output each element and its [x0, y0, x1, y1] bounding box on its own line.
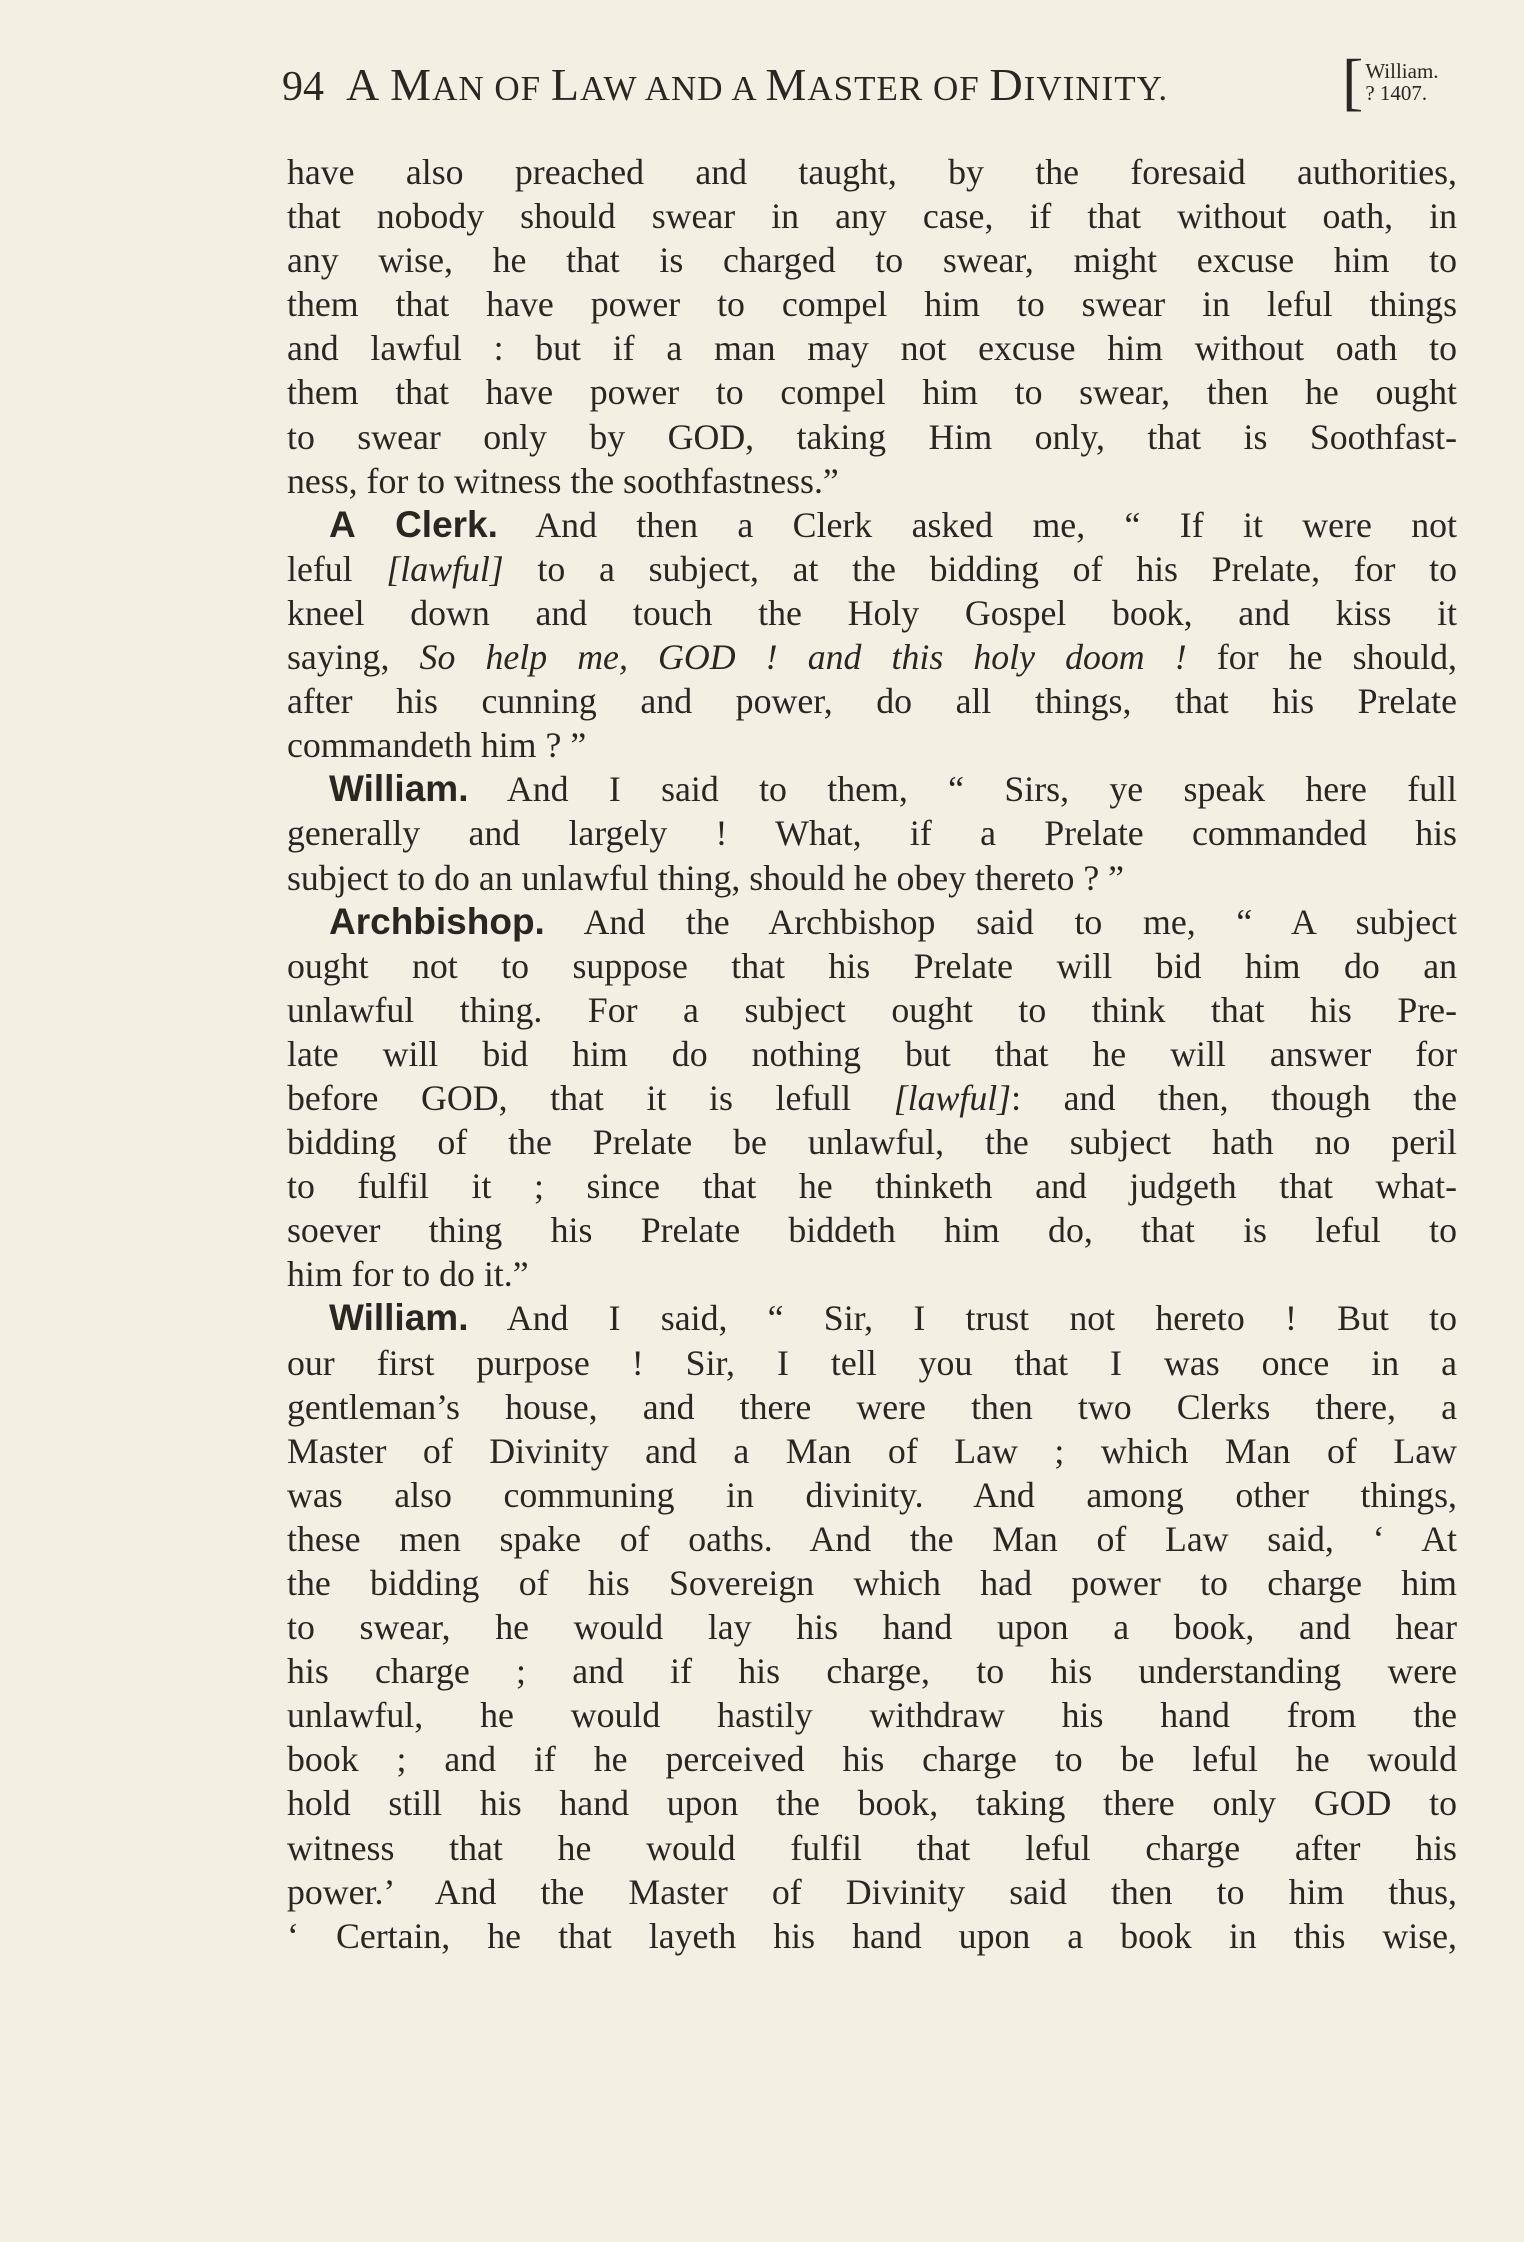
speaker-label: A Clerk. [329, 503, 498, 545]
text-line: after his cunning and power, do all things, that his Prelate [287, 681, 1457, 722]
text-line: late will bid him do nothing but that he will answer for [287, 1033, 1457, 1074]
text-line: and lawful : but if a man may not excuse him without oath to [287, 328, 1457, 369]
running-title: A MAN OF LAW AND A MASTER OF DIVINITY. [346, 59, 1169, 110]
speaker-label: William. [329, 768, 469, 810]
text-line: William. And I said to them, “ Sirs, ye speak here full [329, 768, 1457, 810]
text-line: his charge ; and if his charge, to his understanding were [287, 1651, 1457, 1692]
quoted-oath: So help me, GOD ! and this holy doom ! [419, 637, 1187, 678]
text-line: have also preached and taught, by the foresaid authorities, [287, 152, 1457, 192]
text-line: unlawful, he would hastily withdraw his hand from the [287, 1695, 1457, 1736]
text-line: generally and largely ! What, if a Prelate commanded his [287, 813, 1457, 854]
speaker-label: Archbishop. [329, 900, 545, 942]
text-line: ‘ Certain, he that layeth his hand upon a book in this wise, [287, 1915, 1457, 1956]
text-line: kneel down and touch the Holy Gospel book, and kiss it [287, 592, 1457, 633]
text-line: commandeth him ? ” [287, 725, 587, 766]
text-line: bidding of the Prelate be unlawful, the subject hath no peril [287, 1122, 1457, 1163]
bracket-glyph: [ [1342, 46, 1364, 117]
text-line: any wise, he that is charged to swear, might excuse him to [287, 240, 1457, 281]
text-line: to swear, he would lay his hand upon a book, and hear [287, 1607, 1457, 1648]
text-line: to fulfil it ; since that he thinketh and judgeth that what- [287, 1166, 1457, 1207]
text-line: gentleman’s house, and there were then two Clerks there, a [287, 1386, 1457, 1427]
text-line: subject to do an unlawful thing, should he obey thereto ? ” [287, 857, 1125, 898]
text-line: book ; and if he perceived his charge to be leful he would [287, 1739, 1457, 1780]
text-line: A Clerk. And then a Clerk asked me, “ If it were not [329, 503, 1457, 545]
text-line: witness that he would fulfil that leful charge after his [287, 1827, 1457, 1868]
speaker-label: William. [329, 1297, 469, 1339]
text-line: saying, So help me, GOD ! and this holy doom ! for he should, [287, 637, 1458, 678]
page-number: 94 [282, 64, 324, 110]
text-line: ness, for to witness the soothfastness.” [287, 460, 839, 501]
text-line: them that have power to compel him to swear in leful things [287, 284, 1457, 325]
text-line: leful [lawful] to a subject, at the bidding of his Prelate, for to [287, 548, 1458, 589]
text-line: them that have power to compel him to swear, then he ought [287, 372, 1457, 413]
text-line: William. And I said, “ Sir, I trust not hereto ! But to [329, 1297, 1457, 1339]
text-line: the bidding of his Sovereign which had power to charge him [287, 1563, 1457, 1603]
text-line: that nobody should swear in any case, if that without oath, in [287, 196, 1457, 237]
text-line: to swear only by GOD, taking Him only, that is Soothfast- [287, 416, 1457, 457]
text-line: unlawful thing. For a subject ought to think that his Pre- [287, 989, 1457, 1030]
text-line: ought not to suppose that his Prelate will bid him do an [287, 945, 1457, 986]
side-note-date: ? 1407. [1365, 81, 1428, 105]
body-text [287, 150, 1457, 1958]
text-line: these men spake of oaths. And the Man of Law said, ‘ At [287, 1518, 1457, 1559]
text-line: power.’ And the Master of Divinity said then to him thus, [287, 1871, 1457, 1912]
side-note-name: William. [1365, 59, 1439, 83]
text-line: before GOD, that it is lefull [lawful]: and then, though the [287, 1077, 1458, 1118]
text-line: soever thing his Prelate biddeth him do, that is leful to [287, 1210, 1457, 1251]
gloss: [lawful] [893, 1077, 1012, 1118]
text-line: Archbishop. And the Archbishop said to me, “ A subject [329, 900, 1457, 942]
running-header [282, 58, 1472, 128]
gloss: [lawful] [386, 548, 504, 589]
side-note [1342, 46, 1439, 117]
text-line: our first purpose ! Sir, I tell you that I was once in a [287, 1342, 1457, 1383]
text-line: him for to do it.” [287, 1254, 529, 1295]
text-line: hold still his hand upon the book, taking there only GOD to [287, 1783, 1457, 1824]
text-line: Master of Divinity and a Man of Law ; which Man of Law [287, 1430, 1457, 1471]
text-line: was also communing in divinity. And among other things, [287, 1474, 1457, 1515]
